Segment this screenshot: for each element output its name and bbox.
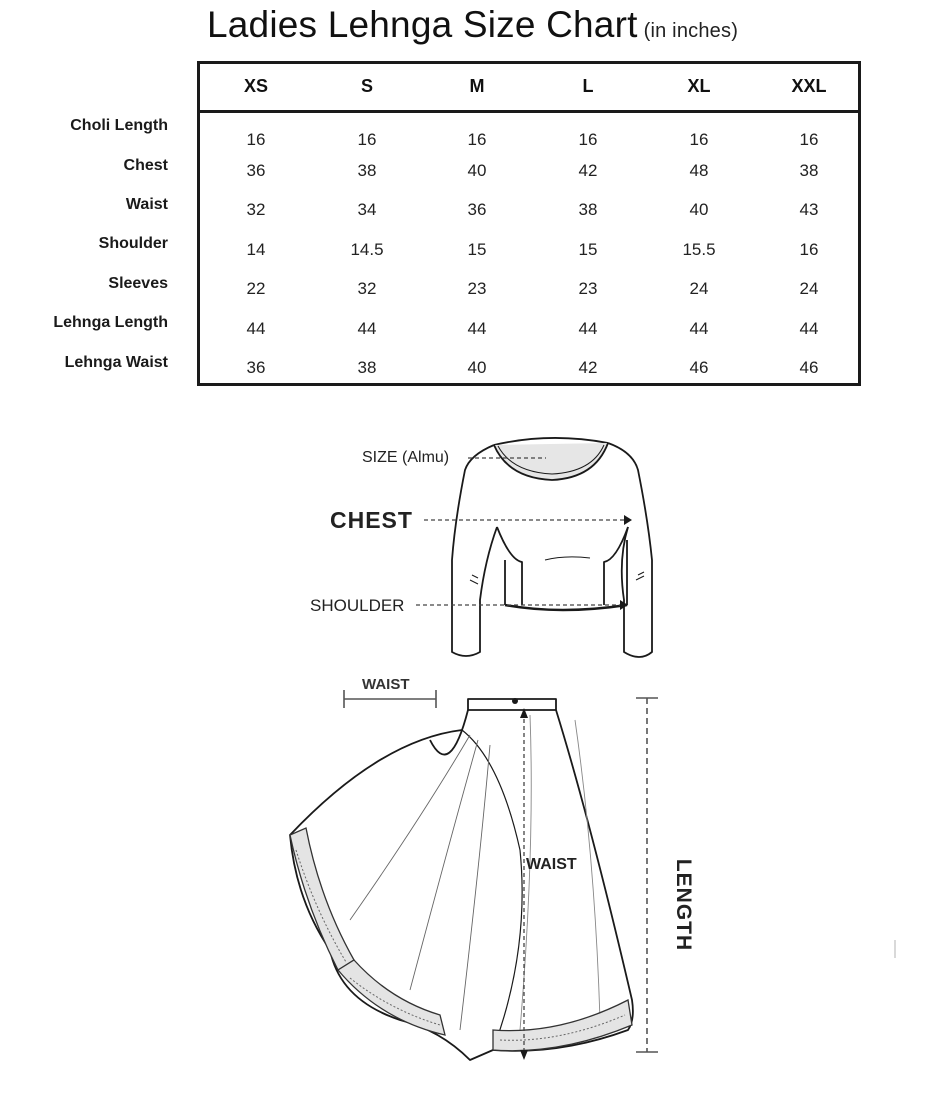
header-s: S <box>360 76 373 96</box>
cell: 16 <box>357 130 377 149</box>
cell: 38 <box>799 161 819 180</box>
cell: 16 <box>578 130 598 149</box>
cell: 15.5 <box>682 240 716 259</box>
cell: 16 <box>246 130 266 149</box>
header-l: L <box>582 76 594 96</box>
cell: 44 <box>799 319 819 338</box>
cell: 32 <box>357 279 377 298</box>
header-xs: XS <box>243 76 268 96</box>
length-label: LENGTH <box>672 858 695 952</box>
cell: 44 <box>246 319 266 338</box>
row-label-shoulder: Shoulder <box>98 235 168 252</box>
cell: 46 <box>799 358 819 377</box>
header-xxl: XXL <box>791 76 827 96</box>
cell: 42 <box>578 358 598 377</box>
cell: 36 <box>246 358 266 377</box>
row-label-chest: Chest <box>123 157 168 174</box>
cell: 22 <box>246 279 266 298</box>
row-label-sleeves: Sleeves <box>108 275 168 292</box>
cell: 43 <box>799 200 819 219</box>
cell: 42 <box>578 161 598 180</box>
row-label-choli-length: Choli Length <box>70 117 168 134</box>
header-m: M <box>469 76 485 96</box>
cell: 24 <box>799 279 819 298</box>
cell: 16 <box>689 130 709 149</box>
row-label-waist: Waist <box>125 196 168 213</box>
cell: 38 <box>357 358 377 377</box>
cell: 44 <box>467 319 487 338</box>
shoulder-label: SHOULDER <box>310 596 405 615</box>
cell: 14 <box>246 240 266 259</box>
header-xl: XL <box>687 76 711 96</box>
cell: 23 <box>578 279 598 298</box>
chest-label: CHEST <box>330 507 413 533</box>
cell: 16 <box>799 130 819 149</box>
size-almu-label: SIZE (Almu) <box>362 449 450 466</box>
cell: 48 <box>689 161 709 180</box>
cell: 24 <box>689 279 709 298</box>
cell: 23 <box>467 279 487 298</box>
waist-center-label: WAIST <box>526 856 577 873</box>
cell: 36 <box>246 161 266 180</box>
cell: 40 <box>689 200 709 219</box>
cell: 16 <box>467 130 487 149</box>
row-label-lehnga-length: Lehnga Length <box>53 314 168 331</box>
cell: 15 <box>467 240 487 259</box>
row-label-lehnga-waist: Lehnga Waist <box>64 354 168 371</box>
cell: 38 <box>578 200 598 219</box>
cell: 32 <box>246 200 266 219</box>
cell: 44 <box>357 319 377 338</box>
cell: 44 <box>578 319 598 338</box>
cell: 40 <box>467 358 487 377</box>
cell: 36 <box>467 200 487 219</box>
cell: 34 <box>357 200 377 219</box>
cell: 14.5 <box>350 240 384 259</box>
cell: 46 <box>689 358 709 377</box>
title-unit: (in inches) <box>643 20 739 42</box>
waist-top-label: WAIST <box>362 676 410 693</box>
cell: 40 <box>467 161 487 180</box>
cell: 38 <box>357 161 377 180</box>
title-main: Ladies Lehnga Size Chart <box>207 4 638 45</box>
cell: 16 <box>799 240 819 259</box>
cell: 15 <box>578 240 598 259</box>
cell: 44 <box>689 319 709 338</box>
